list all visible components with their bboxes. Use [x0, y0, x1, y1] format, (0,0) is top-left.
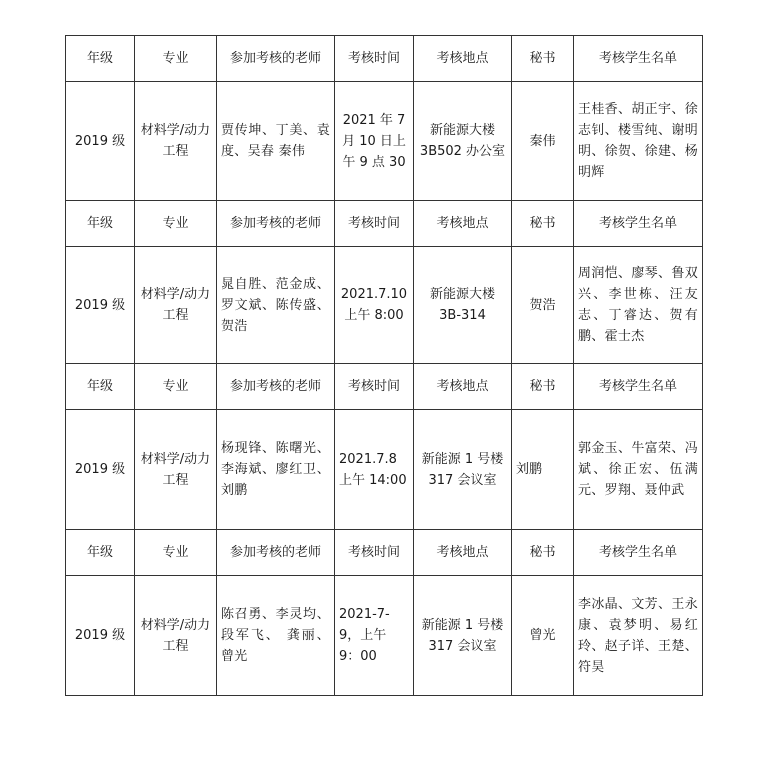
location-cell: 新能源大楼 3B502 办公室 — [414, 82, 512, 201]
header-teachers: 参加考核的老师 — [217, 364, 335, 410]
header-students: 考核学生名单 — [574, 201, 703, 247]
teachers-cell: 陈召勇、李灵均、段军飞、 龚丽、曾光 — [217, 576, 335, 696]
time-cell: 2021.7.8 上午 14:00 — [335, 410, 414, 530]
header-location: 考核地点 — [414, 36, 512, 82]
time-cell: 2021.7.10 上午 8:00 — [335, 247, 414, 364]
header-grade: 年级 — [66, 36, 135, 82]
assessment-table — [65, 35, 703, 696]
students-cell: 郭金玉、牛富荣、冯斌、徐正宏、伍满元、罗翔、聂仲武 — [574, 410, 703, 530]
header-row — [66, 530, 703, 576]
secretary-cell: 贺浩 — [512, 247, 574, 364]
header-location: 考核地点 — [414, 530, 512, 576]
header-teachers: 参加考核的老师 — [217, 530, 335, 576]
grade-cell: 2019 级 — [66, 247, 135, 364]
header-students: 考核学生名单 — [574, 36, 703, 82]
header-major: 专业 — [135, 364, 217, 410]
major-cell: 材料学/动力工程 — [135, 82, 217, 201]
grade-cell: 2019 级 — [66, 82, 135, 201]
secretary-cell: 曾光 — [512, 576, 574, 696]
secretary-cell: 秦伟 — [512, 82, 574, 201]
time-cell: 2021-7-9，上午 9：00 — [335, 576, 414, 696]
table-row — [66, 410, 703, 530]
time-cell: 2021 年 7 月 10 日上午 9 点 30 — [335, 82, 414, 201]
header-major: 专业 — [135, 36, 217, 82]
location-cell: 新能源大楼 3B-314 — [414, 247, 512, 364]
header-row — [66, 364, 703, 410]
teachers-cell: 晁自胜、范金成、罗文斌、陈传盛、贺浩 — [217, 247, 335, 364]
header-grade: 年级 — [66, 530, 135, 576]
teachers-cell: 杨现锋、陈曙光、李海斌、廖红卫、刘鹏 — [217, 410, 335, 530]
header-students: 考核学生名单 — [574, 364, 703, 410]
header-row — [66, 201, 703, 247]
table-row — [66, 82, 703, 201]
grade-cell: 2019 级 — [66, 410, 135, 530]
header-grade: 年级 — [66, 201, 135, 247]
header-row — [66, 36, 703, 82]
header-time: 考核时间 — [335, 530, 414, 576]
header-major: 专业 — [135, 201, 217, 247]
teachers-cell: 贾传坤、丁美、袁度、吴春 秦伟 — [217, 82, 335, 201]
header-secretary: 秘书 — [512, 36, 574, 82]
header-grade: 年级 — [66, 364, 135, 410]
header-secretary: 秘书 — [512, 201, 574, 247]
table-row — [66, 576, 703, 696]
header-time: 考核时间 — [335, 36, 414, 82]
header-location: 考核地点 — [414, 201, 512, 247]
secretary-cell: 刘鹏 — [512, 410, 574, 530]
table-row — [66, 247, 703, 364]
grade-cell: 2019 级 — [66, 576, 135, 696]
header-time: 考核时间 — [335, 201, 414, 247]
header-secretary: 秘书 — [512, 530, 574, 576]
major-cell: 材料学/动力工程 — [135, 576, 217, 696]
header-location: 考核地点 — [414, 364, 512, 410]
major-cell: 材料学/动力工程 — [135, 410, 217, 530]
header-major: 专业 — [135, 530, 217, 576]
major-cell: 材料学/动力工程 — [135, 247, 217, 364]
students-cell: 王桂香、胡正宇、徐志钊、楼雪纯、谢明明、徐贺、徐建、杨明辉 — [574, 82, 703, 201]
header-students: 考核学生名单 — [574, 530, 703, 576]
header-teachers: 参加考核的老师 — [217, 201, 335, 247]
header-time: 考核时间 — [335, 364, 414, 410]
header-secretary: 秘书 — [512, 364, 574, 410]
header-teachers: 参加考核的老师 — [217, 36, 335, 82]
location-cell: 新能源 1 号楼 317 会议室 — [414, 410, 512, 530]
students-cell: 周润恺、廖琴、鲁双兴、李世栋、汪友志、丁睿达、贺有鹏、霍士杰 — [574, 247, 703, 364]
students-cell: 李冰晶、文芳、王永康、袁梦明、易红玲、赵子详、王楚、符昊 — [574, 576, 703, 696]
location-cell: 新能源 1 号楼 317 会议室 — [414, 576, 512, 696]
